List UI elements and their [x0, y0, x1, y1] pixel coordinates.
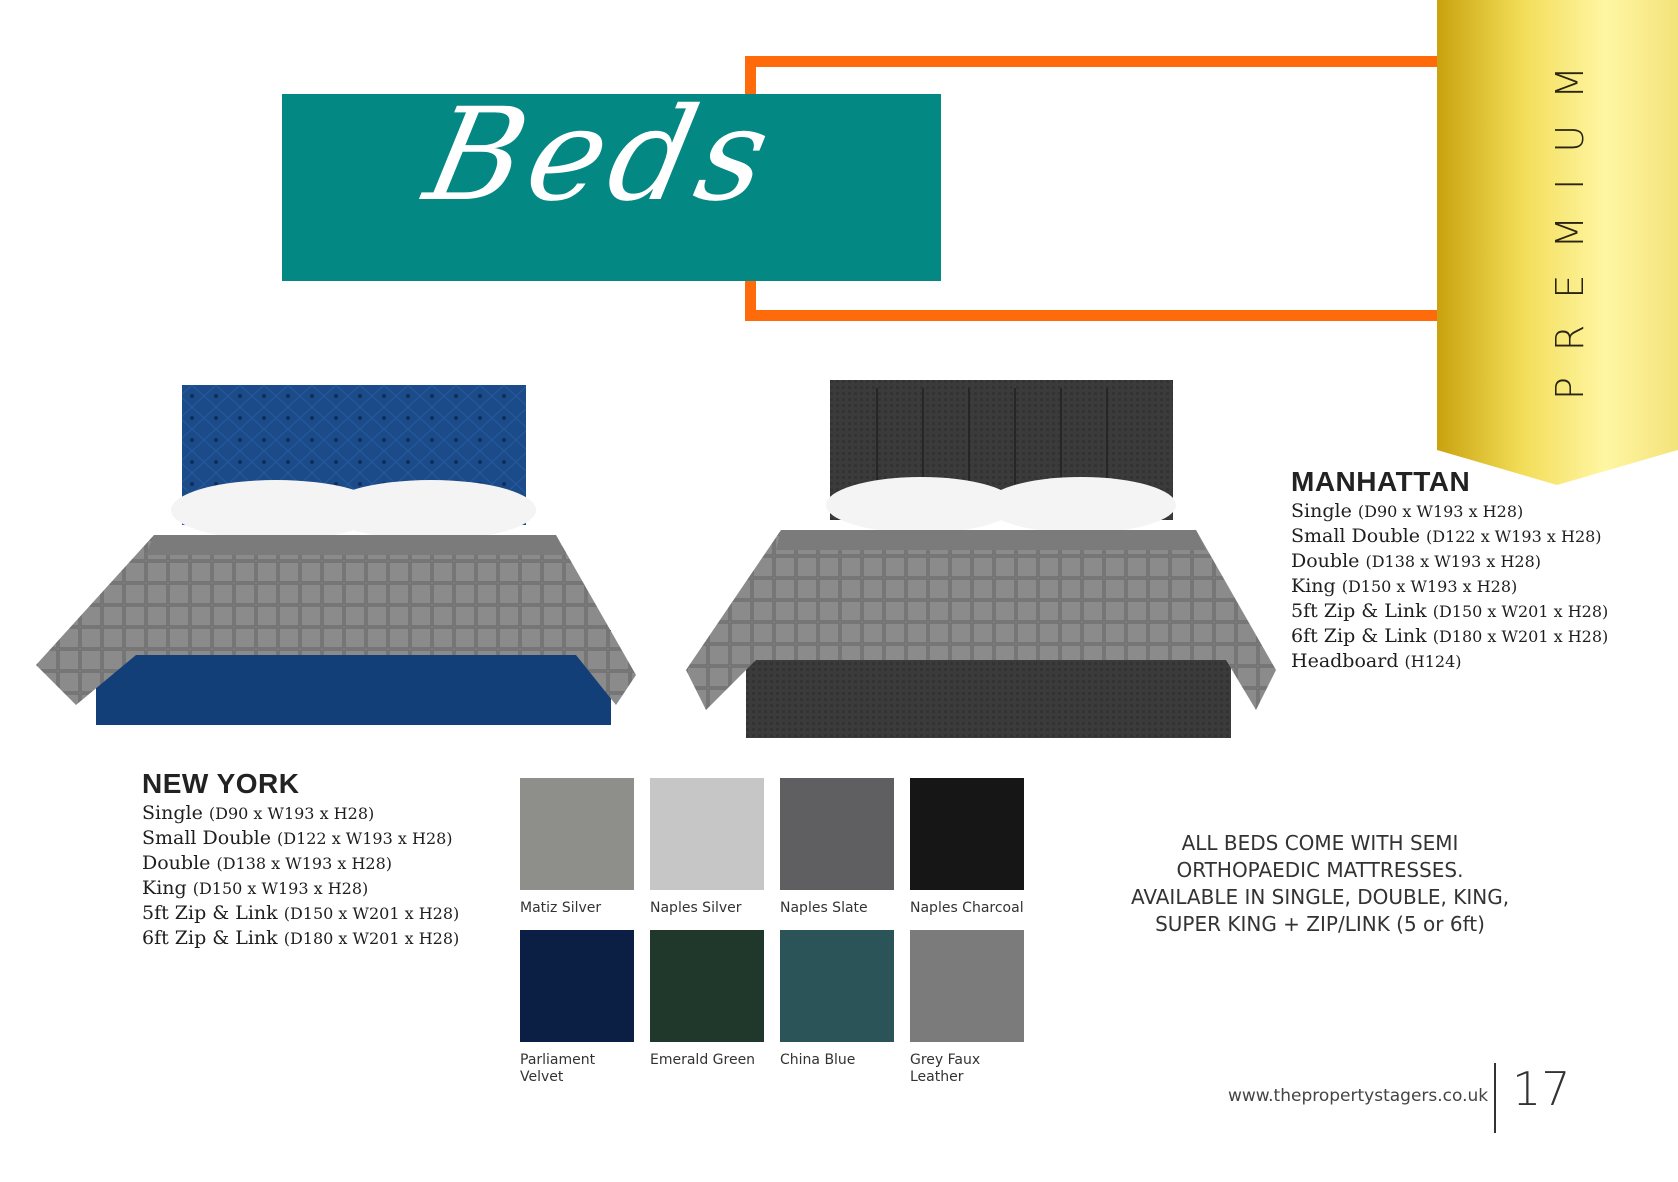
page-title: Beds — [414, 81, 788, 230]
swatch-matiz-silver — [520, 778, 634, 917]
spec-row: Single (D90 x W193 x H28) — [1291, 500, 1524, 522]
note-line: SUPER KING + ZIP/LINK (5 or 6ft) — [1155, 912, 1485, 936]
swatch-label: Naples Slate — [780, 900, 868, 916]
swatch-label: China Blue — [780, 1052, 856, 1068]
swatch-china-blue — [780, 930, 894, 1069]
spec-row: 6ft Zip & Link (D180 x W201 x H28) — [1291, 625, 1609, 647]
swatch-chip — [520, 778, 634, 890]
new-york-bed-image — [36, 385, 676, 745]
spec-row: 5ft Zip & Link (D150 x W201 x H28) — [1291, 600, 1609, 622]
footer-divider — [1494, 1063, 1496, 1133]
swatch-label: Emerald Green — [650, 1052, 756, 1068]
swatch-grey-faux-leather — [910, 930, 1024, 1086]
swatch-label: Naples Charcoal — [910, 900, 1024, 916]
swatch-label: Grey Faux Leather — [910, 1052, 981, 1085]
swatch-label: Matiz Silver — [520, 900, 602, 916]
swatch-naples-slate — [780, 778, 894, 917]
swatch-naples-silver — [650, 778, 764, 917]
swatch-naples-charcoal — [910, 778, 1024, 917]
spec-row: Double (D138 x W193 x H28) — [1291, 550, 1541, 572]
swatch-chip — [650, 930, 764, 1042]
spec-row: Small Double (D122 x W193 x H28) — [142, 827, 453, 849]
swatch-chip — [780, 930, 894, 1042]
fabric-swatch-grid — [520, 778, 1040, 1098]
mattress-note — [1110, 830, 1530, 938]
swatch-chip — [520, 930, 634, 1042]
swatch-emerald-green — [650, 930, 764, 1069]
spec-row: Headboard (H124) — [1291, 650, 1462, 672]
note-line: AVAILABLE IN SINGLE, DOUBLE, KING, — [1130, 885, 1510, 909]
spec-row: Single (D90 x W193 x H28) — [142, 802, 375, 824]
spec-row: Double (D138 x W193 x H28) — [142, 852, 392, 874]
swatch-chip — [910, 930, 1024, 1042]
page-number: 17 — [1512, 1062, 1571, 1116]
swatch-chip — [650, 778, 764, 890]
swatch-parliament-velvet — [520, 930, 634, 1086]
swatch-label: Naples Silver — [650, 900, 742, 916]
manhattan-bed-image — [686, 380, 1306, 750]
premium-label: PREMIUM — [1548, 40, 1592, 400]
new-york-title: NEW YORK — [142, 768, 300, 799]
spec-row: 6ft Zip & Link (D180 x W201 x H28) — [142, 927, 460, 949]
new-york-spec — [142, 769, 459, 951]
website-link[interactable]: www.thepropertystagers.co.uk — [1228, 1086, 1489, 1106]
spec-row: King (D150 x W193 x H28) — [142, 877, 369, 899]
spec-row: Small Double (D122 x W193 x H28) — [1291, 525, 1602, 547]
spec-row: King (D150 x W193 x H28) — [1291, 575, 1518, 597]
manhattan-spec — [1291, 467, 1608, 674]
manhattan-title: MANHATTAN — [1291, 466, 1471, 497]
note-line: ORTHOPAEDIC MATTRESSES. — [1176, 858, 1464, 882]
swatch-chip — [910, 778, 1024, 890]
spec-row: 5ft Zip & Link (D150 x W201 x H28) — [142, 902, 460, 924]
note-line: ALL BEDS COME WITH SEMI — [1181, 831, 1459, 855]
swatch-chip — [780, 778, 894, 890]
swatch-label: Parliament Velvet — [520, 1052, 596, 1085]
